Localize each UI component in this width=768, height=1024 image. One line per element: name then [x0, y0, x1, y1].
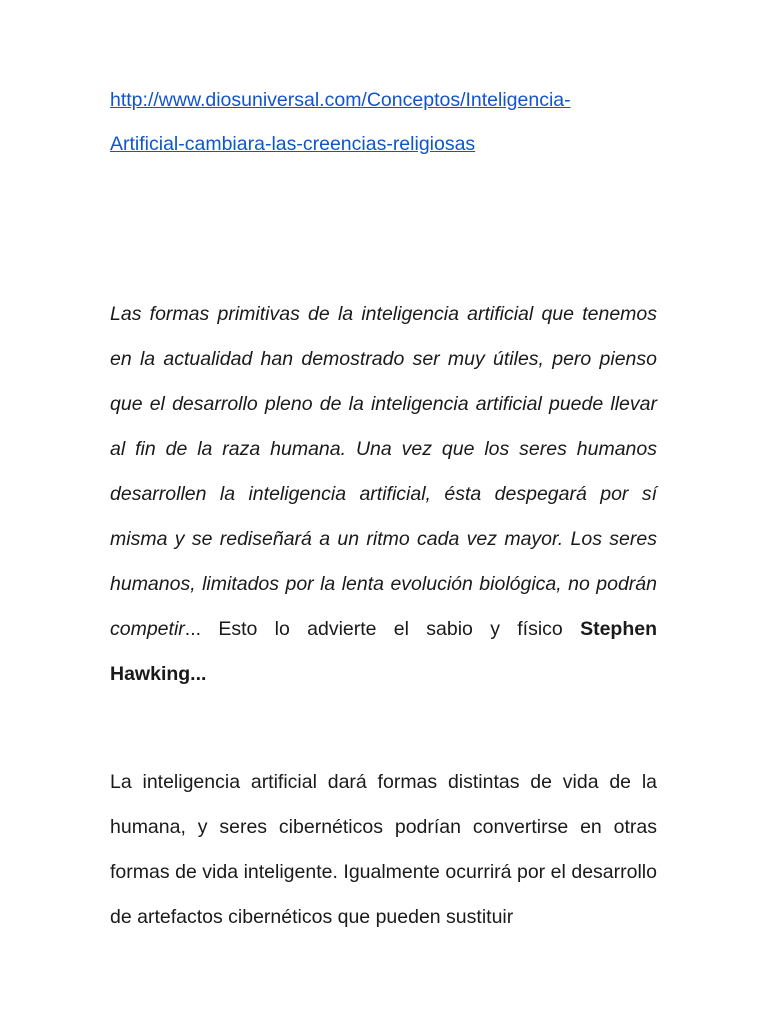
source-link-line-1[interactable]: http://www.diosuniversal.com/Conceptos/Inteligencia-: [110, 89, 571, 111]
author-name: Stephen Hawking...: [110, 618, 657, 685]
body-paragraph: La inteligencia artificial dará formas distintas de vida de la humana, y seres cibernéticos podrían convertirse en otras formas de vida inteligente. Igualmente ocurrirá por el desarrollo de artefactos cibernéticos que pueden sustituir: [110, 771, 657, 928]
attribution-text: ... Esto lo advierte el sabio y físico: [184, 618, 581, 640]
source-link[interactable]: [110, 78, 657, 166]
hawking-quote: Las formas primitivas de la inteligencia artificial que tenemos en la actualidad han demostrado ser muy útiles, pero pienso que el desarrollo pleno de la inteligencia artificial puede llevar al fin de la raza humana. Una vez que los seres humanos desarrollen la inteligencia artificial, ésta despegará por sí misma y se rediseñará a un ritmo cada vez mayor. Los seres humanos, limitados por la lenta evolución biológica, no podrán competir: [110, 303, 657, 640]
hawking-quote-paragraph: [110, 292, 657, 697]
source-link-line-2[interactable]: Artificial-cambiara-las-creencias-religiosas: [110, 133, 476, 155]
document-page: [110, 78, 657, 940]
